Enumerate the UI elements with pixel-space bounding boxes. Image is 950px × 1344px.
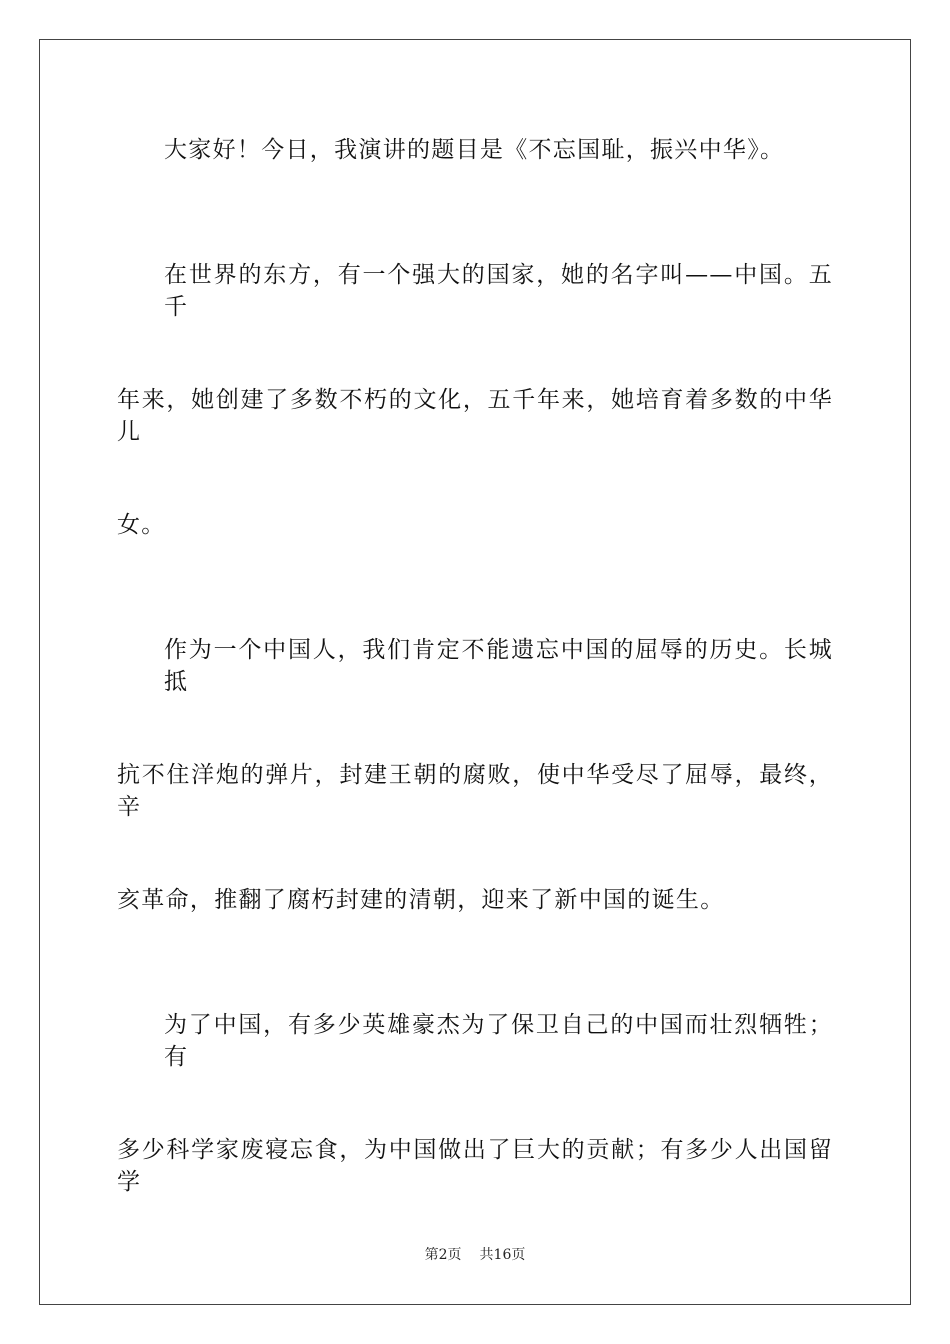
paragraph-line: 女。 <box>117 512 166 538</box>
paragraph-line: 多少科学家废寝忘食，为中国做出了巨大的贡献；有多少人出国留学 <box>117 1137 833 1195</box>
page-number: 第2页 <box>424 1247 462 1263</box>
paragraph-line: 年来，她创建了多数不朽的文化，五千年来，她培育着多数的中华儿 <box>117 387 833 445</box>
paragraph-line: 在世界的东方，有一个强大的国家，她的名字叫——中国。五千 <box>164 262 833 320</box>
paragraph-line: 作为一个中国人，我们肯定不能遗忘中国的屈辱的历史。长城抵 <box>164 637 833 695</box>
paragraph-line: 为了中国，有多少英雄豪杰为了保卫自己的中国而壮烈牺牲；有 <box>164 1012 833 1070</box>
paragraph-line: 大家好！今日，我演讲的题目是《不忘国耻，振兴中华》。 <box>164 137 785 163</box>
paragraph-line: 亥革命，推翻了腐朽封建的清朝，迎来了新中国的诞生。 <box>117 887 725 913</box>
paragraph-line: 抗不住洋炮的弹片，封建王朝的腐败，使中华受尽了屈辱，最终，辛 <box>117 762 833 820</box>
page-footer <box>0 1244 950 1264</box>
page-total: 共16页 <box>479 1247 526 1263</box>
